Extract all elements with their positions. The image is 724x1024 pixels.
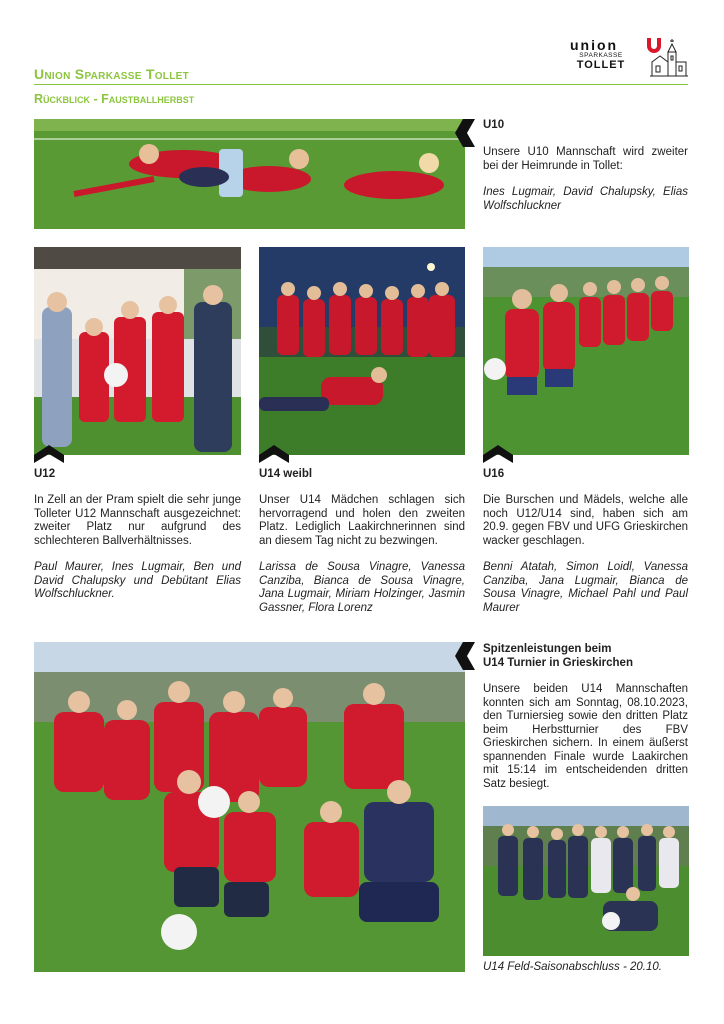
u14-tournament-heading bbox=[483, 642, 633, 670]
u12-text: In Zell an der Pram spielt die sehr junge Tolleter U12 Mannschaft ausgezeichnet: zweiter Platz nur aufgrund des schlechteren Ballverhältnisses. bbox=[34, 494, 241, 547]
u12-names: Paul Maurer, Ines Lugmair, Ben und David Chalupsky und Debütant Elias Wolfschluckner. bbox=[34, 561, 241, 600]
u14-season-end-caption: U14 Feld-Saisonabschluss - 20.10. bbox=[483, 961, 662, 973]
chevron-up-icon bbox=[483, 445, 513, 463]
u14-season-end-photo bbox=[483, 806, 689, 956]
page-subtitle: Rückblick - Faustballherbst bbox=[34, 92, 195, 106]
chevron-left-icon bbox=[455, 642, 475, 670]
chevron-up-icon bbox=[34, 445, 64, 463]
u16-names: Benni Atatah, Simon Loidl, Vanessa Canziba, Jana Lugmair, Bianca de Sousa Vinagre, Michael Pahl und Paul Maurer bbox=[483, 561, 688, 614]
u14-tournament-photo bbox=[34, 642, 465, 972]
u10-heading: U10 bbox=[483, 119, 505, 131]
logo-union-text: union bbox=[570, 37, 619, 53]
u14w-text: Unser U14 Mädchen schlagen sich hervorragend und holen den zweiten Platz. Lediglich Laakirchnerinnen sind an diesem Tag nicht zu bezwingen. bbox=[259, 494, 465, 547]
u10-caption bbox=[483, 146, 688, 213]
u14-tournament-heading-line2: U14 Turnier in Grieskirchen bbox=[483, 657, 633, 669]
u10-team-photo bbox=[34, 119, 465, 229]
u12-caption bbox=[34, 494, 241, 602]
u14w-names: Larissa de Sousa Vinagre, Vanessa Canziba, Bianca de Sousa Vinagre, Jana Lugmair, Miriam Holzinger, Jasmin Gassner, Flora Lorenz bbox=[259, 561, 465, 614]
chevron-left-icon bbox=[455, 119, 475, 147]
logo-tollet-text: TOLLET bbox=[576, 59, 626, 71]
u14w-caption bbox=[259, 494, 465, 615]
u14-tournament-caption bbox=[483, 683, 688, 791]
union-logo bbox=[570, 38, 632, 71]
u14w-heading: U14 weibl bbox=[259, 468, 313, 480]
u10-names: Ines Lugmair, David Chalupsky, Elias Wolfschluckner bbox=[483, 186, 688, 212]
u16-text: Die Burschen und Mädels, welche alle noch U12/U14 sind, haben sich am 20.9. gegen FBV und UFG Grieskirchen wacker geschlagen. bbox=[483, 494, 688, 547]
u16-team-photo bbox=[483, 247, 689, 455]
u14-tournament-heading-line1: Spitzenleistungen beim bbox=[483, 643, 612, 655]
chevron-up-icon bbox=[259, 445, 289, 463]
logo-sparkasse-text: SPARKASSE bbox=[579, 52, 623, 59]
u12-heading: U12 bbox=[34, 468, 56, 480]
u10-text: Unsere U10 Mannschaft wird zweiter bei der Heimrunde in Tollet: bbox=[483, 146, 688, 172]
u14-girls-team-photo bbox=[259, 247, 465, 455]
church-emblem-icon bbox=[648, 38, 690, 78]
u14-tournament-text: Unsere beiden U14 Mannschaften konnten sich am Sonntag, 08.10.2023, den Turniersieg sowie den dritten Platz beim Herbstturnier des FBV Grieskirchen sichern. In einem äußerst spannenden Finale wurde Laakirchen mit 15:14 im entscheidenden dritten Satz besiegt. bbox=[483, 683, 688, 790]
u16-caption bbox=[483, 494, 688, 615]
u12-team-photo bbox=[34, 247, 241, 455]
u16-heading: U16 bbox=[483, 468, 505, 480]
club-title: Union Sparkasse Tollet bbox=[34, 66, 189, 82]
header-rule bbox=[34, 84, 688, 85]
